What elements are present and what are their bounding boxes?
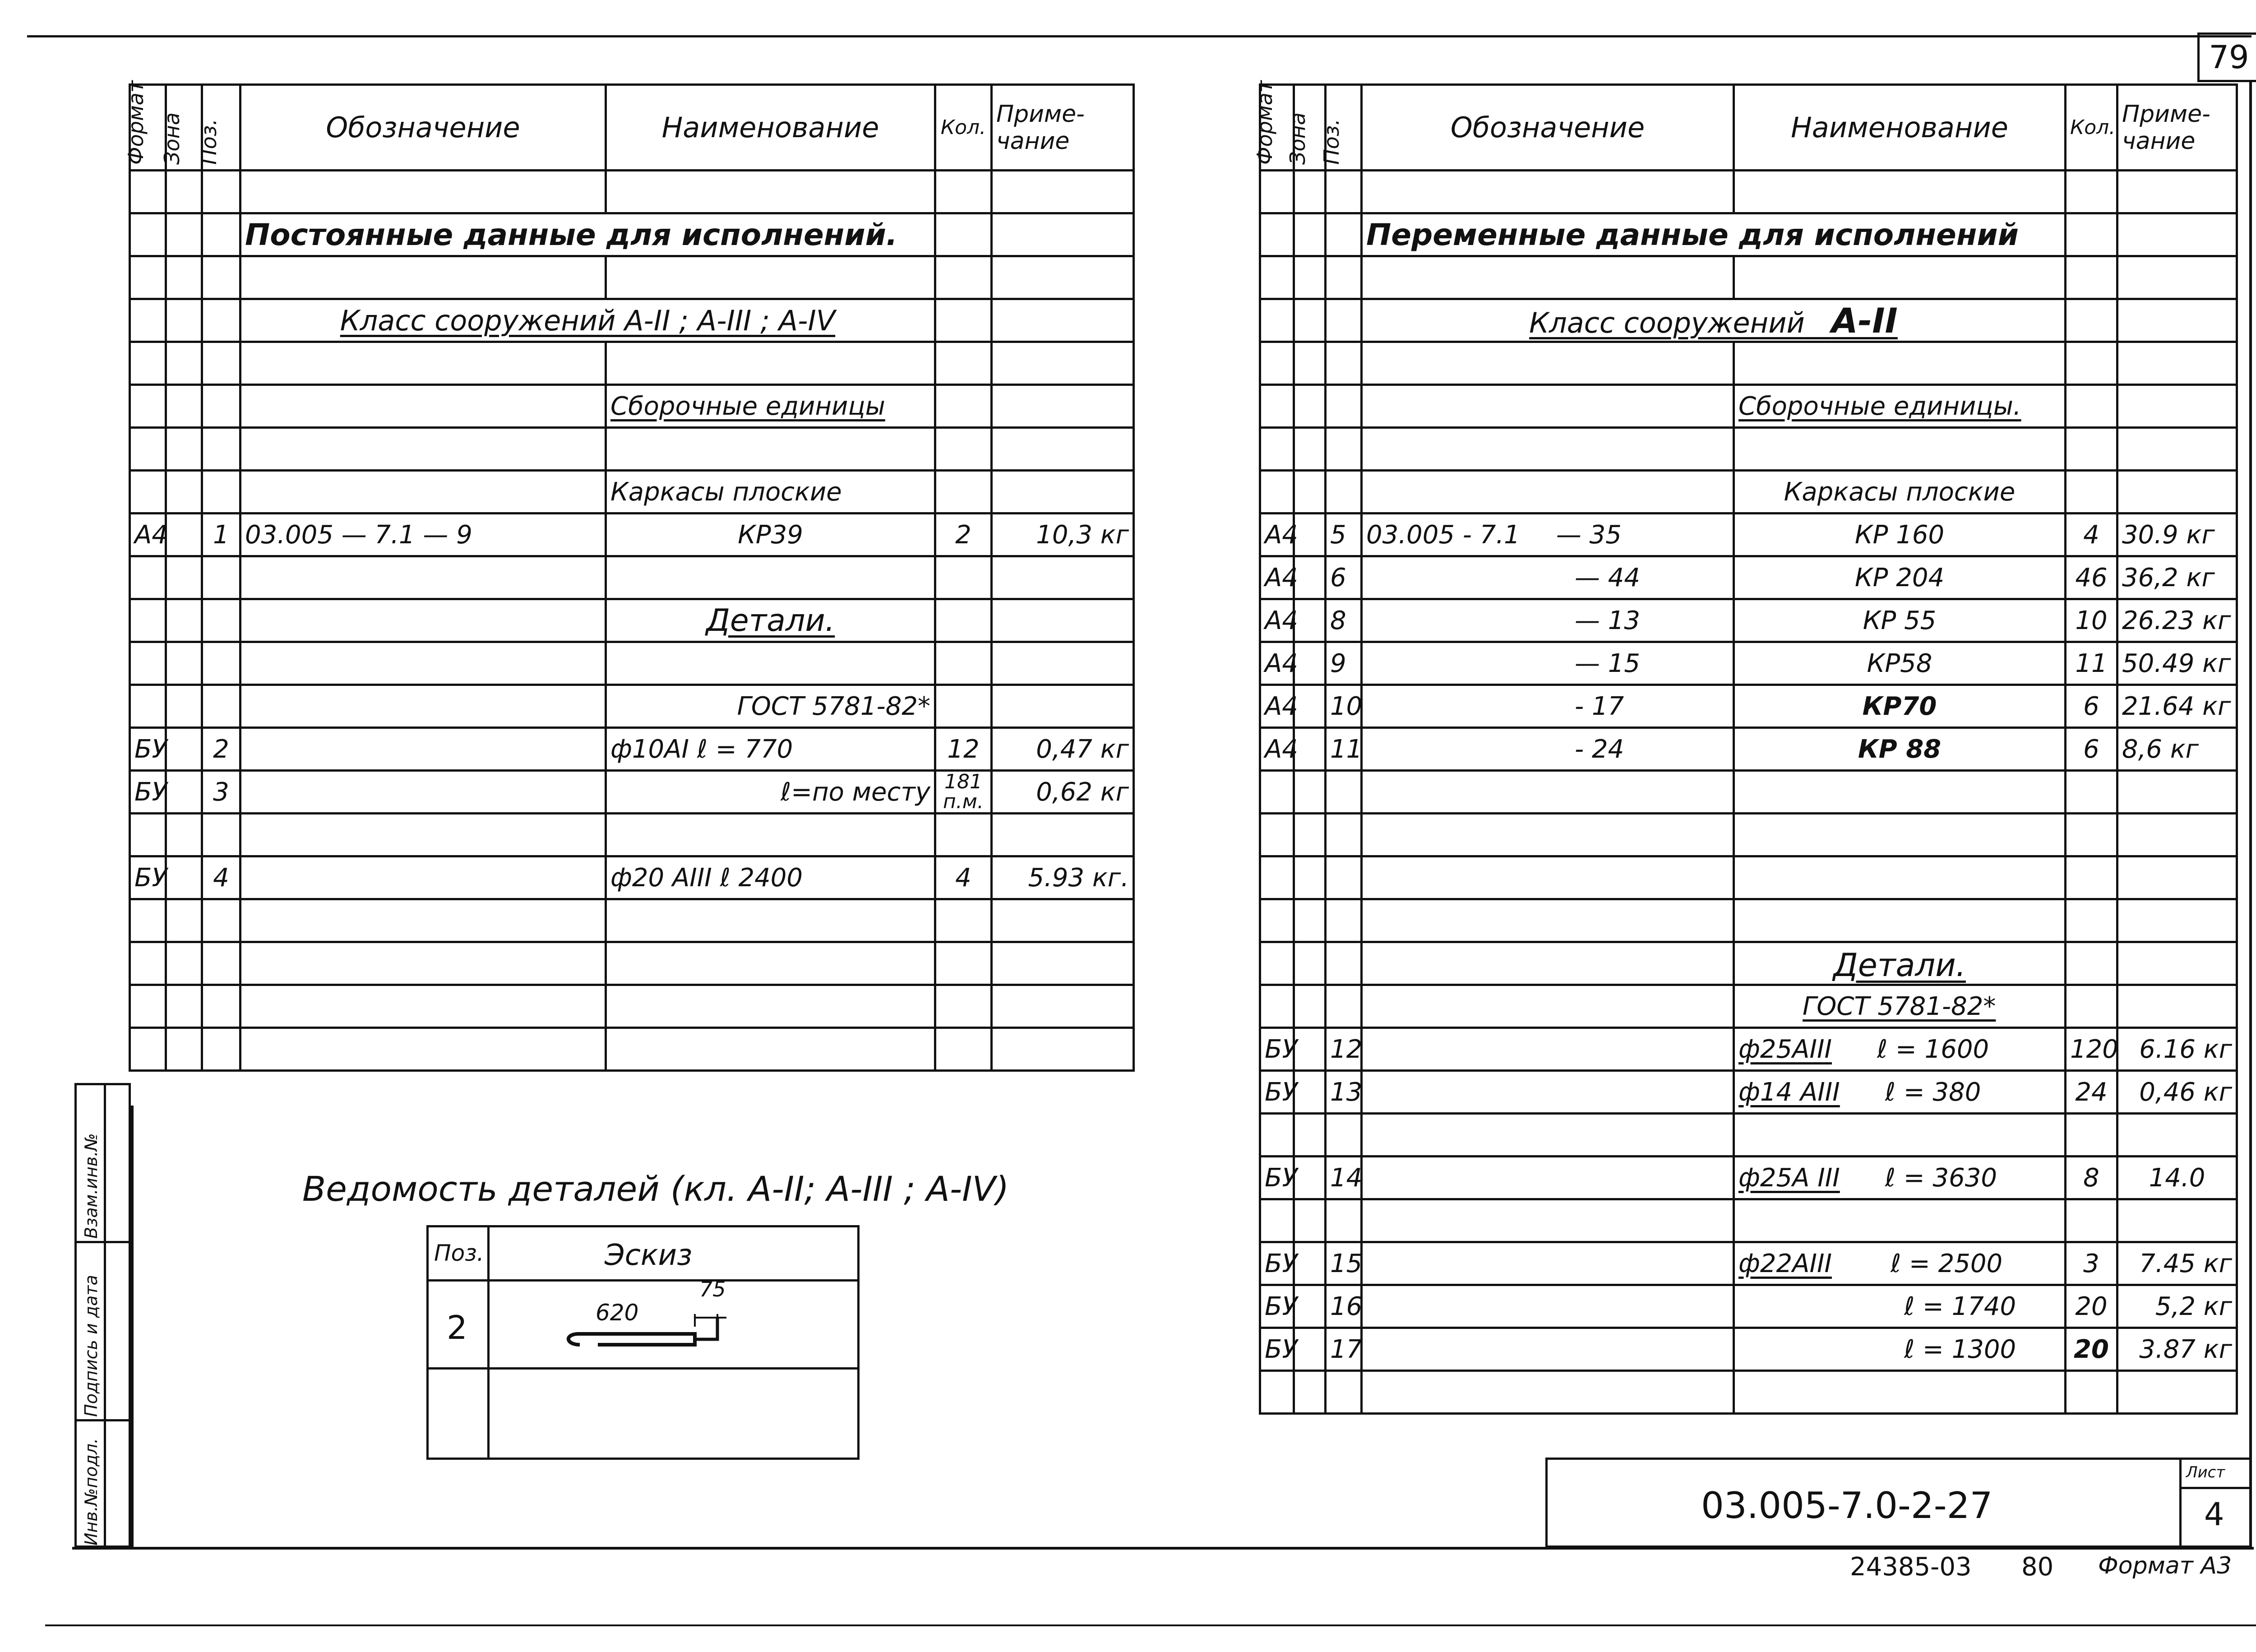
hdr-note: Приме- чание [992, 85, 1134, 171]
table-row: БУ 15 ф22АIII ℓ = 2500 3 7.45 кг [1260, 1242, 2237, 1285]
right-assembly: Сборочные единицы. [1738, 391, 2021, 421]
hdr-name: Наименование [606, 85, 935, 171]
sketch-dim-620: 620 [596, 1300, 639, 1326]
details-col-sketch: Эскиз [605, 1239, 693, 1272]
top-border [27, 35, 2251, 37]
table-row: А4 8 — 13 КР 55 10 26.23 кг [1260, 599, 2237, 642]
table-row: А4 6 — 44 КР 204 46 36,2 кг [1260, 556, 2237, 599]
archive-page: 80 [2021, 1552, 2054, 1582]
left-frames: Каркасы плоские [606, 471, 935, 514]
table-row: А4 1 03.005 — 7.1 — 9 КР39 2 10,3 кг [130, 514, 1134, 556]
table-row: А4 11 - 24 КР 88 6 8,6 кг [1260, 728, 2237, 771]
side-stamp-sign: Подпись и дата [81, 1275, 101, 1417]
hdr-pos: Поз. [197, 119, 221, 165]
right-spec-table [1253, 80, 2238, 1415]
left-spec-table [123, 80, 1135, 1072]
frame-left [131, 1106, 134, 1548]
right-gost: ГОСТ 5781-82* [1803, 991, 1996, 1021]
bottom-scan-line [45, 1624, 2256, 1626]
hdr-qty: Кол. [935, 85, 992, 171]
table-row: А4 10 - 17 КР70 6 21.64 кг [1260, 685, 2237, 728]
hdr-zone: Зона [159, 112, 184, 165]
left-heading: Постоянные данные для исполнений. [240, 213, 935, 256]
right-class-value: А-II [1831, 300, 1898, 341]
list-number: 4 [2204, 1496, 2224, 1533]
right-details: Детали. [1833, 947, 1966, 984]
sketch-dim-75: 75 [699, 1277, 726, 1301]
hdr-designation: Обозначение [240, 85, 606, 171]
table-row: БУ 17 ℓ = 1300 20 3.87 кг [1260, 1328, 2237, 1371]
left-class: Класс сооружений А-II ; А-III ; А-IV [340, 304, 836, 337]
table-row: БУ 12 ф25АIII ℓ = 1600 120 6.16 кг [1260, 1028, 2237, 1071]
left-details: Детали. [706, 602, 835, 639]
title-block [1545, 1458, 2251, 1548]
details-list-title: Ведомость деталей (кл. А-II; А-III ; А-IV) [302, 1169, 1009, 1209]
page-number: 79 [2209, 39, 2249, 76]
table-row: БУ 4 ф20 АIII ℓ 2400 4 5.93 кг. [130, 856, 1134, 899]
left-header-row [130, 85, 1134, 171]
right-header-row: Формат Зона Поз. Обозначение Наименование Кол. Приме- чание [1260, 85, 2237, 171]
table-row: БУ 3 ℓ=по месту 181 п.м. 0,62 кг [130, 771, 1134, 814]
details-list-table [426, 1225, 860, 1460]
side-stamp [74, 1083, 131, 1548]
table-row: БУ 14 ф25А III ℓ = 3630 8 14.0 [1260, 1157, 2237, 1199]
right-heading: Переменные данные для исполнений [1362, 213, 2066, 256]
hdr-format: Формат [123, 80, 148, 165]
table-row: А4 5 03.005 - 7.1 — 35 КР 160 4 30.9 кг [1260, 514, 2237, 556]
table-row: А4 9 — 15 КР58 11 50.49 кг [1260, 642, 2237, 685]
left-assembly: Сборочные единицы [610, 391, 885, 421]
document-designation: 03.005-7.0-2-27 [1701, 1485, 1993, 1527]
list-label: Лист [2186, 1463, 2225, 1481]
table-row: БУ 2 ф10АI ℓ = 770 12 0,47 кг [130, 728, 1134, 771]
details-pos-2: 2 [447, 1309, 467, 1347]
frame-right [2249, 82, 2252, 1549]
format-label: Формат А3 [2098, 1552, 2232, 1579]
table-row [130, 599, 1134, 642]
archive-number: 24385-03 [1850, 1552, 1972, 1582]
page-number-box [2197, 32, 2256, 82]
details-col-pos: Поз. [434, 1240, 484, 1266]
side-stamp-inv: Инв.№подл. [81, 1438, 101, 1546]
table-row [130, 685, 1134, 728]
table-row: БУ 16 ℓ = 1740 20 5,2 кг [1260, 1285, 2237, 1328]
side-stamp-replace: Взам.инв.№ [81, 1133, 101, 1239]
right-frames: Каркасы плоские [1734, 471, 2066, 514]
right-class-label: Класс сооружений [1529, 306, 1805, 339]
left-gost: ГОСТ 5781-82* [606, 685, 935, 728]
table-row: БУ 13 ф14 АIII ℓ = 380 24 0,46 кг [1260, 1071, 2237, 1114]
